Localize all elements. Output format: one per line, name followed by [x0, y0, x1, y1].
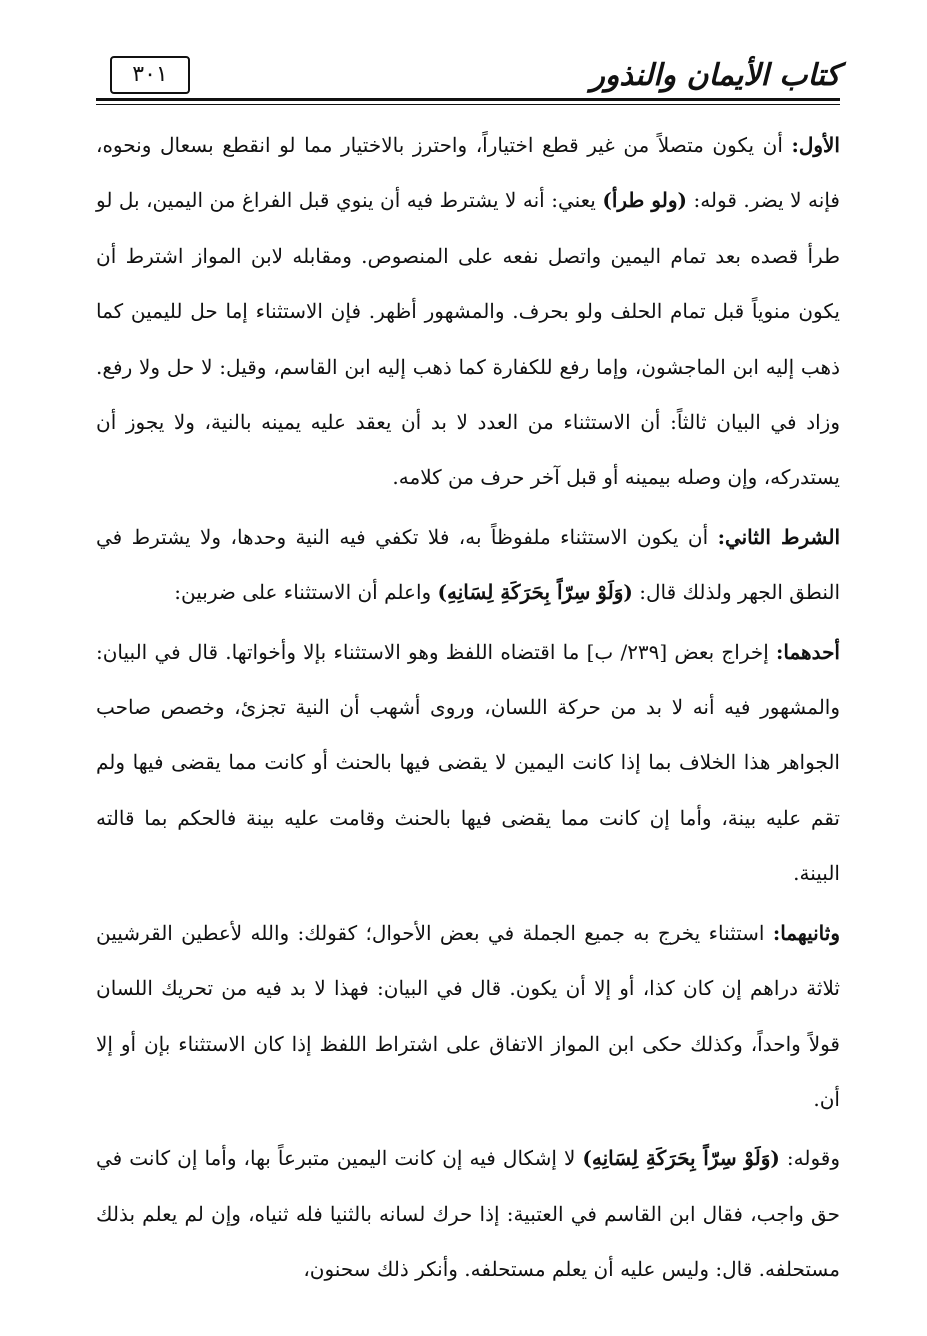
text-segment: واعلم أن الاستثناء على ضربين:: [174, 580, 438, 605]
text-segment: استثناء يخرج به جميع الجملة في بعض الأحوال؛ كقولك: والله لأعطين القرشيين ثلاثة دراهم إن كان كذا، أو إلا أن يكون. قال في البيان: فهذا لا بد فيه من تحريك اللسان قولاً واحداً، وكذلك حكى ابن المواز الاتفاق على اشتراط اللفظ إذا كان الاستثناء بإن أو إلا أن.: [96, 920, 840, 1111]
paragraph-4: [96, 906, 840, 1128]
quoted-matn: (ولو طرأ): [602, 188, 687, 213]
paragraph-lead: الأول:: [791, 133, 840, 157]
body-text: [96, 118, 840, 1298]
text-segment: يعني: أنه لا يشترط فيه أن ينوي قبل الفراغ من اليمين، بل لو طرأ قصده بعد تمام اليمين واتصل نفعه على المنصوص. ومقابله لابن المواز اشترط أن يكون منوياً قبل تمام الحلف ولو بحرف. والمشهور أظهر. فإن الاستثناء إما حل لليمين كما ذهب إليه ابن الماجشون، وإما رفع للكفارة كما ذهب إليه ابن القاسم، وقيل: لا حل ولا رفع. وزاد في البيان ثالثاً: أن الاستثناء من العدد لا بد أن يعقد عليه يمينه بالنية، ولا يجوز أن يستدركه، وإن وصله بيمينه أو قبل آخر حرف من كلامه.: [96, 188, 840, 490]
page-header: [96, 56, 840, 100]
header-rule: [96, 98, 840, 101]
paragraph-lead: الشرط الثاني:: [717, 524, 840, 549]
quoted-matn: (وَلَوْ سِرّاً بِحَرَكَةِ لِسَانِهِ): [582, 1146, 780, 1171]
paragraph-1: [96, 118, 840, 506]
text-segment: وقوله:: [779, 1146, 841, 1171]
page-number: ٣٠١: [110, 56, 190, 94]
paragraph-lead: أحدهما:: [775, 639, 840, 664]
paragraph-lead: وثانيهما:: [772, 920, 840, 945]
text-segment: أن يكون متصلاً من غير قطع اختياراً، واحترز بالاختيار مما لو انقطع بسعال ونحوه، فإنه لا يضر. قوله:: [96, 133, 840, 213]
quoted-matn: (وَلَوْ سِرّاً بِحَرَكَةِ لِسَانِهِ): [437, 580, 633, 605]
running-head: كتاب الأيمان والنذور: [590, 58, 840, 93]
text-segment: لا إشكال فيه إن كانت اليمين متبرعاً بها، وأما إن كانت في حق واجب، فقال ابن القاسم في العتبية: إذا حرك لسانه بالثنيا فله ثنياه، وإن لم يعلم بذلك مستحلفه. قال: وليس عليه أن يعلم مستحلفه. وأنكر ذلك سحنون،: [96, 1146, 840, 1282]
header-rule-thin: [96, 104, 840, 105]
paragraph-2: [96, 510, 840, 621]
paragraph-5: [96, 1131, 840, 1297]
text-segment: إخراج بعض [٢٣٩/ ب] ما اقتضاه اللفظ وهو الاستثناء بإلا وأخواتها. قال في البيان: والمشهور فيه أنه لا بد من حركة اللسان، وروى أشهب أن النية تجزئ، وخصص صاحب الجواهر هذا الخلاف بما إذا كانت اليمين لا يقضى فيها بالحنث أو كانت مما يقضى فيها ولم تقم عليه بينة، وأما إن كانت مما يقضى فيها بالحنث وقامت عليه بينة فالحكم بما قالته البينة.: [96, 639, 840, 886]
paragraph-3: [96, 625, 840, 902]
text-segment: أن يكون الاستثناء ملفوظاً به، فلا تكفي فيه النية وحدها، ولا يشترط في النطق الجهر ولذلك قال:: [96, 524, 840, 605]
